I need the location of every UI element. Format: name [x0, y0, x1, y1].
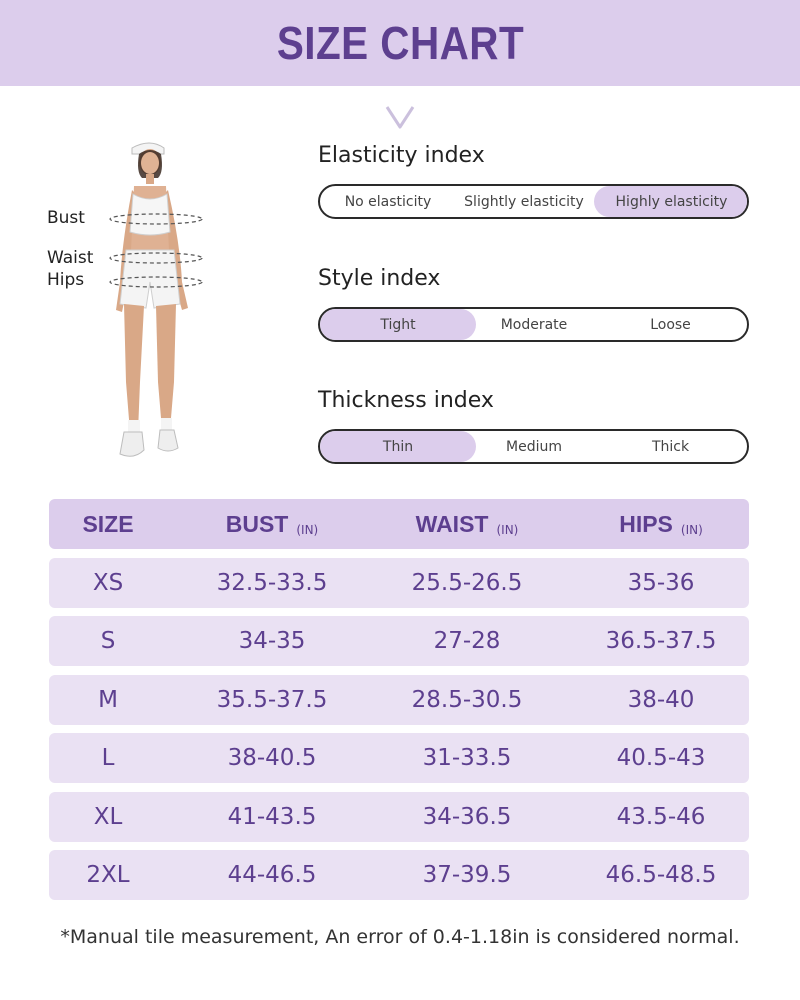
- hips-cell: 43.5-46: [616, 804, 706, 830]
- header-hips: [565, 499, 757, 549]
- elasticity-option-slight: Slightly elasticity: [464, 193, 584, 210]
- thickness-index-title: Thickness index: [318, 388, 494, 413]
- header-bust-unit: (IN): [296, 523, 319, 537]
- thickness-option-medium: Medium: [506, 438, 562, 455]
- table-row: [49, 675, 749, 725]
- table-row: [49, 558, 749, 608]
- hips-cell: 46.5-48.5: [605, 862, 717, 888]
- size-cell: XS: [92, 570, 124, 596]
- waist-cell: 31-33.5: [422, 745, 512, 771]
- bust-cell: 34-35: [238, 628, 306, 654]
- size-cell: M: [98, 687, 118, 713]
- size-cell: XL: [93, 804, 123, 830]
- waist-cell: 34-36.5: [422, 804, 512, 830]
- elasticity-index-title: Elasticity index: [318, 143, 485, 168]
- hips-cell: 40.5-43: [616, 745, 706, 771]
- bust-cell: 35.5-37.5: [216, 687, 328, 713]
- header-hips-label: HIPS: [619, 510, 673, 537]
- header-waist-unit: (IN): [496, 523, 519, 537]
- thickness-index-scale: [318, 429, 749, 464]
- hips-cell: 36.5-37.5: [605, 628, 717, 654]
- style-option-tight: Tight: [320, 309, 476, 340]
- style-option-moderate: Moderate: [500, 316, 568, 333]
- bust-label: Bust: [47, 208, 85, 228]
- header-waist-label: WAIST: [415, 510, 489, 537]
- hips-cell: 35-36: [627, 570, 695, 596]
- waist-label: Waist: [47, 248, 94, 268]
- bust-cell: 41-43.5: [227, 804, 317, 830]
- bust-cell: 32.5-33.5: [216, 570, 328, 596]
- table-row: [49, 733, 749, 783]
- waist-cell: 28.5-30.5: [411, 687, 523, 713]
- size-cell: L: [101, 745, 115, 771]
- style-option-loose: Loose: [650, 316, 691, 333]
- measurement-footnote: *Manual tile measurement, An error of 0.4-1.18in is considered normal.: [60, 926, 740, 948]
- page-title: SIZE CHART: [276, 17, 524, 69]
- chevron-down-icon: [384, 104, 416, 130]
- bust-cell: 44-46.5: [227, 862, 317, 888]
- table-row: [49, 792, 749, 842]
- table-row: [49, 850, 749, 900]
- thickness-option-thin: Thin: [320, 431, 476, 462]
- header-size-label: SIZE: [82, 510, 134, 537]
- size-cell: 2XL: [86, 862, 130, 888]
- waist-cell: 27-28: [433, 628, 501, 654]
- waist-cell: 25.5-26.5: [411, 570, 523, 596]
- elasticity-option-none: No elasticity: [344, 193, 432, 210]
- header-size: [49, 499, 167, 549]
- style-index-scale: [318, 307, 749, 342]
- elasticity-option-high: Highly elasticity: [594, 186, 749, 217]
- model-figure: [40, 132, 240, 477]
- header-bust-label: BUST: [225, 510, 289, 537]
- bust-cell: 38-40.5: [227, 745, 317, 771]
- table-row: [49, 616, 749, 666]
- style-index-title: Style index: [318, 266, 441, 291]
- waist-cell: 37-39.5: [422, 862, 512, 888]
- hips-label: Hips: [47, 270, 85, 290]
- model-photo: [40, 132, 240, 477]
- size-table-header: [49, 499, 749, 549]
- elasticity-index-scale: [318, 184, 749, 219]
- size-cell: S: [100, 628, 116, 654]
- header-hips-unit: (IN): [680, 523, 703, 537]
- thickness-option-thick: Thick: [651, 438, 690, 455]
- page-header: [0, 0, 800, 86]
- header-bust: [175, 499, 369, 549]
- header-waist: [370, 499, 564, 549]
- hips-cell: 38-40: [627, 687, 695, 713]
